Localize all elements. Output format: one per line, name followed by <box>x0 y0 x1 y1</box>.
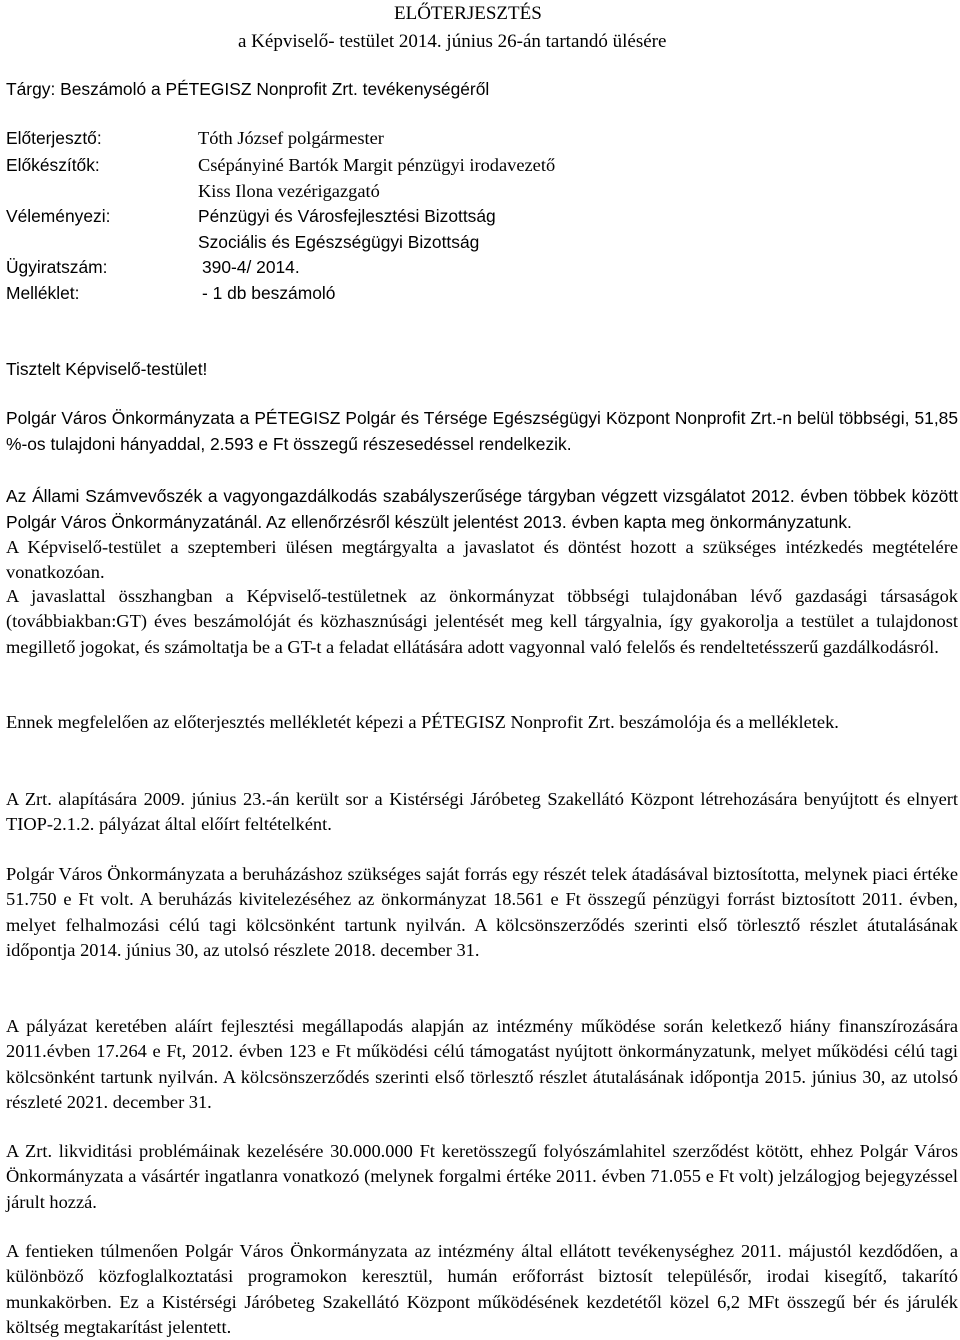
paragraph: A fentieken túlmenően Polgár Város Önkormányzata az intézmény által ellátott tevékenységhez 2011. májustól kezdődően, a különböző közfoglalkoztatási programokon keresztül, humán erőforrást biztosít településőr, irodai kisegítő, takarító munkakörben. Ez a Kistérségi Járóbeteg Szakellátó Központ működésének kezdetétől közel 6,2 MFt összegű bér és járulék költség megtakarítást jelentett. <box>6 1241 958 1337</box>
attachment-label: Melléklet: <box>6 283 80 303</box>
opinion-label: Véleményezi: <box>6 206 111 226</box>
salutation: Tisztelt Képviselő-testület! <box>6 359 208 379</box>
file-number-label: Ügyiratszám: <box>6 257 108 277</box>
file-number-value: 390-4/ 2014. <box>202 257 300 277</box>
preparer-1: Csépányiné Bartók Margit pénzügyi irodavezető <box>198 155 556 175</box>
paragraph: Ennek megfelelően az előterjesztés mellékletét képezi a PÉTEGISZ Nonprofit Zrt. beszámolója és a mellékletek. <box>6 712 839 732</box>
paragraph: Az Állami Számvevőszék a vagyongazdálkodás szabályszerűsége tárgyban végzett vizsgálatot 2012. évben többek között Polgár Város Önkormányzatánál. Az ellenőrzésről készült jelentést 2013. évben kapta meg önkormányzatunk. <box>6 486 958 532</box>
document-title: ELŐTERJESZTÉS <box>394 3 542 24</box>
preparer-2: Kiss Ilona vezérigazgató <box>198 181 380 201</box>
paragraph: Polgár Város Önkormányzata a beruházáshoz szükséges saját forrás egy részét telek átadásával biztosította, melynek piaci értéke 51.750 e Ft volt. A beruházás kivitelezéséhez az önkormányzat 18.561 e Ft összegű pénzügyi forrást biztosított 2011. évben, melyet felhalmozási célú tagi kölcsönként tartunk nyilván. A kölcsönszerződés szerinti első törlesztő részlet átutalásának időpontja 2014. június 30, az utolsó részlete 2018. december 31. <box>6 864 958 960</box>
subject-line: Tárgy: Beszámoló a PÉTEGISZ Nonprofit Zrt. tevékenységéről <box>6 79 490 99</box>
paragraph: A Képviselő-testület a szeptemberi ülésen megtárgyalta a javaslatot és döntést hozott a szükséges intézkedés megtételére vonatkozóan. <box>6 537 958 583</box>
presenter-label: Előterjesztő: <box>6 128 102 148</box>
paragraph: A pályázat keretében aláírt fejlesztési megállapodás alapján az intézmény működése során keletkező hiány finanszírozására 2011.évben 17.264 e Ft, 2012. évben 123 e Ft működési célú támogatást nyújtott önkormányzatunk, melyet működési célú tagi kölcsönként tartunk nyilván. A kölcsönszerződés szerinti első törlesztő részlet átutalásának időpontja 2015. június 30, az utolsó részleté 2021. december 31. <box>6 1016 958 1112</box>
presenter-value: Tóth József polgármester <box>198 128 384 148</box>
opinion-1: Pénzügyi és Városfejlesztési Bizottság <box>198 206 496 226</box>
paragraph: A Zrt. likviditási problémáinak kezelésére 30.000.000 Ft keretösszegű folyószámlahitel szerződést kötött, ehhez Polgár Város Önkormányzata a vásártér ingatlanra vonatkozó (melynek forgalmi értéke 2011. évben 71.055 e Ft volt) jelzálogjog bejegyzéssel járult hozzá. <box>6 1141 958 1212</box>
document-subtitle: a Képviselő- testület 2014. június 26-án tartandó ülésére <box>238 31 667 52</box>
opinion-2: Szociális és Egészségügyi Bizottság <box>198 232 480 252</box>
paragraph: A Zrt. alapítására 2009. június 23.-án került sor a Kistérségi Járóbeteg Szakellátó Központ létrehozására benyújtott és elnyert TIOP-2.1.2. pályázat által előírt feltételként. <box>6 789 958 835</box>
preparers-label: Előkészítők: <box>6 155 100 175</box>
paragraph: Polgár Város Önkormányzata a PÉTEGISZ Polgár és Térsége Egészségügyi Központ Nonprofit Zrt.-n belül többségi, 51,85 %-os tulajdoni hányaddal, 2.593 e Ft összegű részesedéssel rendelkezik. <box>6 408 958 454</box>
paragraph: A javaslattal összhangban a Képviselő-testületnek az önkormányzat többségi tulajdonában lévő gazdasági társaságok (továbbiakban:GT) éves beszámolóját és közhasznúsági jelentését meg kell tárgyalnia, így gyakorolja a testület a tulajdonost megillető jogokat, és számoltatja be a GT-t a feladat ellátására adott vagyonnal való felelős és rendeltetésszerű gazdálkodásról. <box>6 586 958 657</box>
attachment-value: - 1 db beszámoló <box>202 283 336 303</box>
